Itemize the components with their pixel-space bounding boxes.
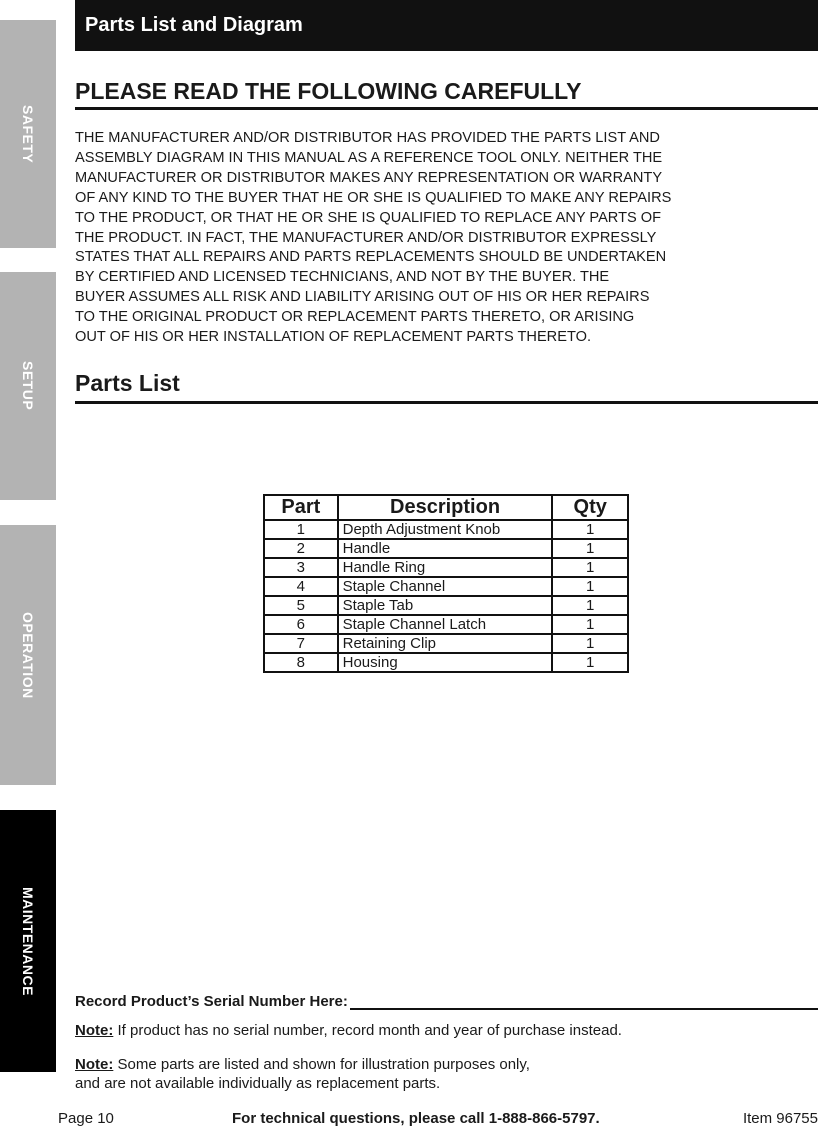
warning-line: THE PRODUCT. IN FACT, THE MANUFACTURER AND/OR DISTRIBUTOR EXPRESSLY: [75, 229, 657, 246]
note-text: Some parts are listed and shown for illustration purposes only,: [113, 1056, 530, 1073]
warning-line: THE MANUFACTURER AND/OR DISTRIBUTOR HAS PROVIDED THE PARTS LIST AND: [75, 130, 660, 146]
note-parts: [75, 1055, 530, 1093]
table-row: [264, 577, 628, 596]
part-number: 2: [264, 539, 338, 558]
part-number: 1: [264, 520, 338, 539]
part-qty: 1: [552, 539, 628, 558]
parts-table: [263, 494, 629, 673]
part-description: Depth Adjustment Knob: [338, 520, 553, 539]
part-qty: 1: [552, 520, 628, 539]
part-number: 8: [264, 653, 338, 672]
column-header-qty: Qty: [552, 495, 628, 520]
warning-line: OF ANY KIND TO THE BUYER THAT HE OR SHE IS QUALIFIED TO MAKE ANY REPAIRS: [75, 189, 672, 206]
tab-safety[interactable]: [0, 20, 56, 248]
tab-setup-label: SETUP: [20, 361, 36, 411]
note-label: Note:: [75, 1056, 114, 1073]
table-row: [264, 634, 628, 653]
page-number: Page 10: [58, 1110, 114, 1127]
parts-list-title: Parts List: [75, 370, 818, 404]
warning-line: BY CERTIFIED AND LICENSED TECHNICIANS, AND NOT BY THE BUYER. THE: [75, 269, 610, 286]
tab-safety-label: SAFETY: [20, 104, 36, 164]
note-text: If product has no serial number, record month and year of purchase instead.: [113, 1022, 622, 1039]
warning-line: STATES THAT ALL REPAIRS AND PARTS REPLACEMENTS SHOULD BE UNDERTAKEN: [75, 249, 667, 266]
table-row: [264, 520, 628, 539]
part-qty: 1: [552, 634, 628, 653]
warning-line: TO THE ORIGINAL PRODUCT OR REPLACEMENT PARTS THERETO, OR ARISING: [75, 309, 635, 326]
part-description: Staple Channel: [338, 577, 553, 596]
serial-number-label: Record Product’s Serial Number Here:: [75, 993, 348, 1010]
column-header-description: Description: [338, 495, 553, 520]
section-header: [75, 0, 818, 51]
column-header-part: Part: [264, 495, 338, 520]
tab-maintenance-label: MAINTENANCE: [20, 886, 36, 996]
serial-number-row: [75, 992, 818, 1010]
part-number: 4: [264, 577, 338, 596]
warning-line: TO THE PRODUCT, OR THAT HE OR SHE IS QUALIFIED TO REPLACE ANY PARTS OF: [75, 209, 662, 226]
part-qty: 1: [552, 653, 628, 672]
section-header-title: Parts List and Diagram: [85, 14, 303, 36]
tab-maintenance[interactable]: [0, 810, 56, 1072]
parts-table-header: [264, 495, 628, 520]
part-description: Housing: [338, 653, 553, 672]
table-row: [264, 615, 628, 634]
part-description: Staple Tab: [338, 596, 553, 615]
warning-line: MANUFACTURER OR DISTRIBUTOR MAKES ANY REPRESENTATION OR WARRANTY: [75, 169, 663, 186]
tab-operation-label: OPERATION: [20, 611, 36, 699]
note-label: Note:: [75, 1022, 114, 1039]
warning-line: BUYER ASSUMES ALL RISK AND LIABILITY ARISING OUT OF HIS OR HER REPAIRS: [75, 289, 650, 306]
table-row: [264, 558, 628, 577]
part-qty: 1: [552, 615, 628, 634]
part-description: Handle Ring: [338, 558, 553, 577]
table-row: [264, 596, 628, 615]
support-phone: For technical questions, please call 1-888-866-5797.: [232, 1110, 600, 1127]
tab-operation[interactable]: [0, 525, 56, 785]
note-text-line2: and are not available individually as replacement parts.: [75, 1075, 441, 1092]
part-qty: 1: [552, 558, 628, 577]
serial-number-line: [350, 992, 818, 1010]
warning-title: PLEASE READ THE FOLLOWING CAREFULLY: [75, 78, 818, 110]
item-number: Item 96755: [742, 1110, 818, 1127]
part-number: 7: [264, 634, 338, 653]
part-qty: 1: [552, 577, 628, 596]
warning-line: OUT OF HIS OR HER INSTALLATION OF REPLACEMENT PARTS THERETO.: [75, 329, 592, 346]
part-description: Handle: [338, 539, 553, 558]
table-row: [264, 653, 628, 672]
part-description: Retaining Clip: [338, 634, 553, 653]
tab-setup[interactable]: [0, 272, 56, 500]
part-description: Staple Channel Latch: [338, 615, 553, 634]
warning-body: [75, 129, 775, 348]
part-number: 5: [264, 596, 338, 615]
warning-line: ASSEMBLY DIAGRAM IN THIS MANUAL AS A REFERENCE TOOL ONLY. NEITHER THE: [75, 149, 663, 166]
part-qty: 1: [552, 596, 628, 615]
part-number: 6: [264, 615, 338, 634]
table-row: [264, 539, 628, 558]
part-number: 3: [264, 558, 338, 577]
page-footer: [0, 1110, 818, 1130]
note-serial: [75, 1021, 622, 1040]
